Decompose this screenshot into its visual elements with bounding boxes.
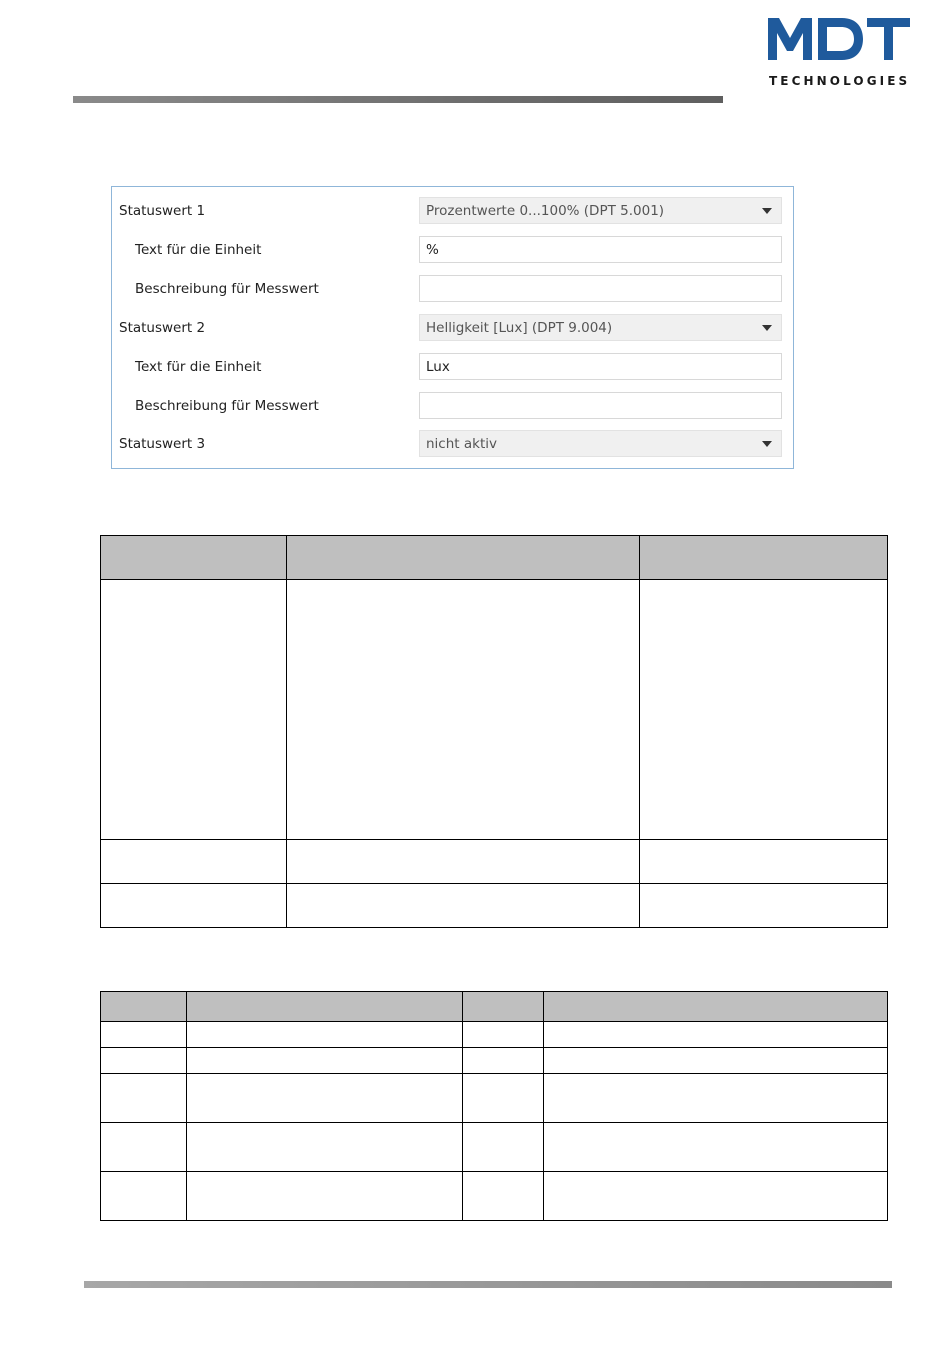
table-cell: [640, 840, 888, 884]
objects-table: [100, 991, 888, 1221]
table-header-cell: [462, 992, 544, 1022]
table-row: [101, 580, 888, 840]
table-cell: [544, 1074, 888, 1123]
setting-label: Beschreibung für Messwert: [135, 281, 319, 297]
table-cell: [186, 1048, 462, 1074]
select-value: Prozentwerte 0...100% (DPT 5.001): [426, 203, 665, 219]
table-cell: [101, 1022, 187, 1048]
setting-label: Text für die Einheit: [135, 242, 262, 258]
statuswert-2-select[interactable]: [419, 314, 782, 341]
table-row: [101, 1074, 888, 1123]
table-cell: [462, 1172, 544, 1221]
setting-row-statuswert-3: [112, 430, 793, 458]
table-cell: [462, 1048, 544, 1074]
table-header-cell: [101, 992, 187, 1022]
table-cell: [101, 1074, 187, 1123]
table-cell: [640, 580, 888, 840]
table-cell: [101, 1172, 187, 1221]
table-cell: [544, 1172, 888, 1221]
table-header-cell: [286, 536, 640, 580]
select-value: Helligkeit [Lux] (DPT 9.004): [426, 320, 613, 336]
table-header-row: [101, 536, 888, 580]
table-cell: [101, 580, 287, 840]
table-header-cell: [544, 992, 888, 1022]
setting-row-einheit-1: [112, 236, 793, 264]
table-cell: [544, 1048, 888, 1074]
input-value: Lux: [426, 359, 450, 375]
input-value: %: [426, 242, 439, 258]
setting-row-statuswert-1: [112, 197, 793, 225]
footer-rule: [84, 1281, 892, 1288]
setting-label: Statuswert 3: [119, 436, 206, 452]
table-cell: [186, 1123, 462, 1172]
table-cell: [462, 1123, 544, 1172]
table-cell: [462, 1022, 544, 1048]
table-cell: [101, 1048, 187, 1074]
table-cell: [186, 1074, 462, 1123]
table-header-cell: [186, 992, 462, 1022]
table-cell: [101, 840, 287, 884]
chevron-down-icon: [762, 325, 772, 331]
table-cell: [544, 1022, 888, 1048]
table-row: [101, 1172, 888, 1221]
table-header-cell: [640, 536, 888, 580]
mdt-logo: [766, 14, 912, 94]
table-cell: [286, 580, 640, 840]
beschreibung-2-input[interactable]: [419, 392, 782, 419]
table-cell: [186, 1172, 462, 1221]
table-row: [101, 1048, 888, 1074]
setting-label: Statuswert 1: [119, 203, 206, 219]
table-cell: [544, 1123, 888, 1172]
setting-label: Beschreibung für Messwert: [135, 398, 319, 414]
beschreibung-1-input[interactable]: [419, 275, 782, 302]
table-cell: [101, 1123, 187, 1172]
einheit-1-input[interactable]: [419, 236, 782, 263]
table-cell: [101, 884, 287, 928]
table-row: [101, 884, 888, 928]
header-rule: [73, 96, 723, 103]
status-settings-panel: [111, 186, 794, 469]
setting-row-statuswert-2: [112, 314, 793, 342]
chevron-down-icon: [762, 441, 772, 447]
einheit-2-input[interactable]: [419, 353, 782, 380]
setting-row-beschreibung-1: [112, 275, 793, 303]
logo-subtitle: TECHNOLOGIES: [769, 74, 911, 88]
table-cell: [286, 840, 640, 884]
table-header-cell: [101, 536, 287, 580]
chevron-down-icon: [762, 208, 772, 214]
table-header-row: [101, 992, 888, 1022]
select-value: nicht aktiv: [426, 436, 497, 452]
table-row: [101, 1123, 888, 1172]
setting-row-einheit-2: [112, 353, 793, 381]
table-cell: [640, 884, 888, 928]
statuswert-3-select[interactable]: [419, 430, 782, 457]
setting-label: Statuswert 2: [119, 320, 206, 336]
table-cell: [286, 884, 640, 928]
table-cell: [186, 1022, 462, 1048]
setting-row-beschreibung-2: [112, 392, 793, 420]
setting-label: Text für die Einheit: [135, 359, 262, 375]
parameter-table: [100, 535, 888, 928]
table-row: [101, 1022, 888, 1048]
table-cell: [462, 1074, 544, 1123]
statuswert-1-select[interactable]: [419, 197, 782, 224]
logo-mark: [766, 14, 912, 64]
table-row: [101, 840, 888, 884]
